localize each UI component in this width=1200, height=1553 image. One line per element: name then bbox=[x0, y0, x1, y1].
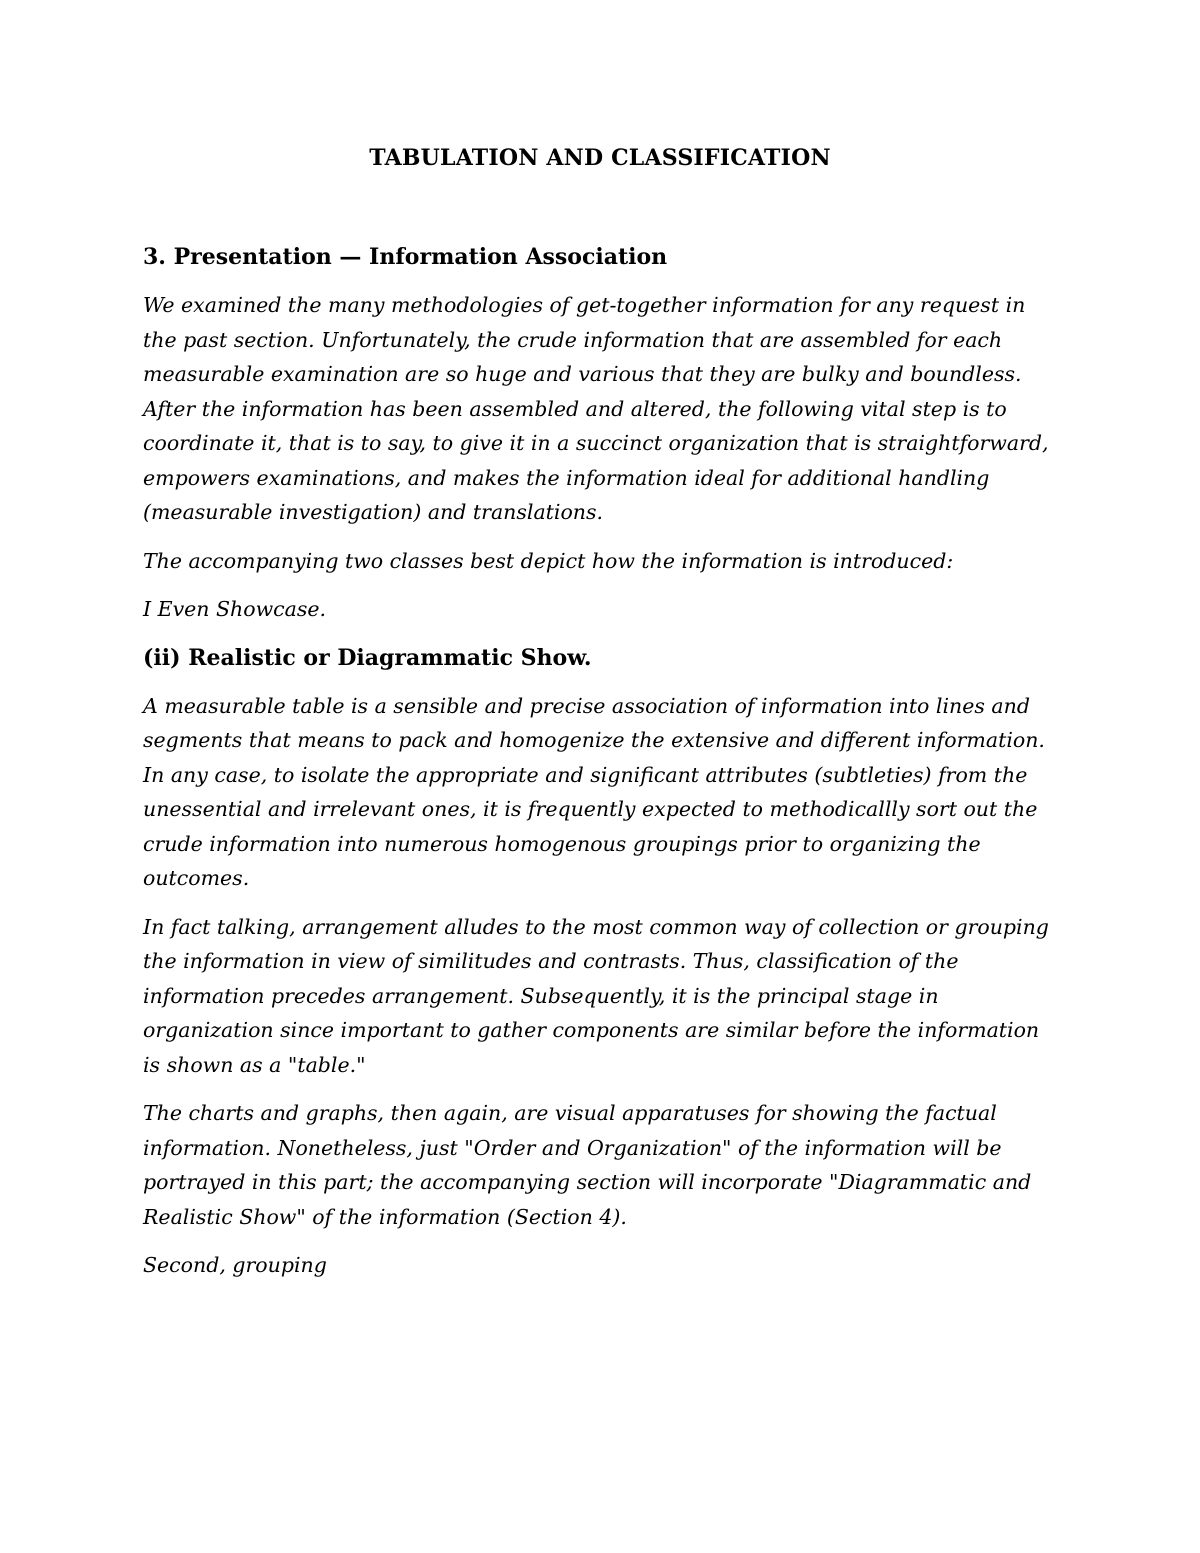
paragraph-measurable-table: A measurable table is a sensible and precise association of information into lines and segments that means to pack and homogenize the extensive and different information. In any case, to isolate the appropriate and significant attributes (subtleties) from the unessential and irrelevant ones, it is frequently expected to methodicallly sort out the crude information into numerous homogenous groupings prior to organizing the outcomes. bbox=[143, 693, 1045, 890]
document-body bbox=[143, 240, 1058, 1297]
paragraph-classes: The accompanying two classes best depict how the information is introduced: bbox=[143, 548, 954, 573]
section-heading: 3. Presentation — Information Association bbox=[143, 244, 668, 270]
page-title: TABULATION AND CLASSIFICATION bbox=[369, 145, 831, 171]
paragraph-charts-graphs: The charts and graphs, then again, are visual apparatuses for showing the factual information. Nonetheless, just "Order and Organization" of the information will be portrayed in this part; the accompanying section will incorporate "Diagrammatic and Realistic Show" of the information (Section 4). bbox=[143, 1101, 1032, 1229]
paragraph-intro: We examined the many methodologies of get-together information for any request in the past section. Unfortunately, the crude information that are assembled for each measurable examination are so huge and various that they are bulky and boundless. After the information has been assembled and altered, the following vital step is to coordinate it, that is to say, to give it in a succinct organization that is straightforward, empowers examinations, and makes the information ideal for additional handling (measurable investigation) and translations. bbox=[143, 293, 1049, 524]
paragraph-second-grouping: Second, grouping bbox=[143, 1253, 327, 1277]
subheading-realistic-show: (ii) Realistic or Diagrammatic Show. bbox=[143, 644, 592, 671]
paragraph-arrangement: In fact talking, arrangement alludes to the most common way of collection or grouping the information in view of similitudes and contrasts. Thus, classification of the information precedes arrangement. Subsequently, it is the principal stage in organization since important to gather components are similar before the information is shown as a "table." bbox=[143, 914, 1049, 1077]
list-item-even-showcase: I Even Showcase. bbox=[143, 597, 327, 621]
